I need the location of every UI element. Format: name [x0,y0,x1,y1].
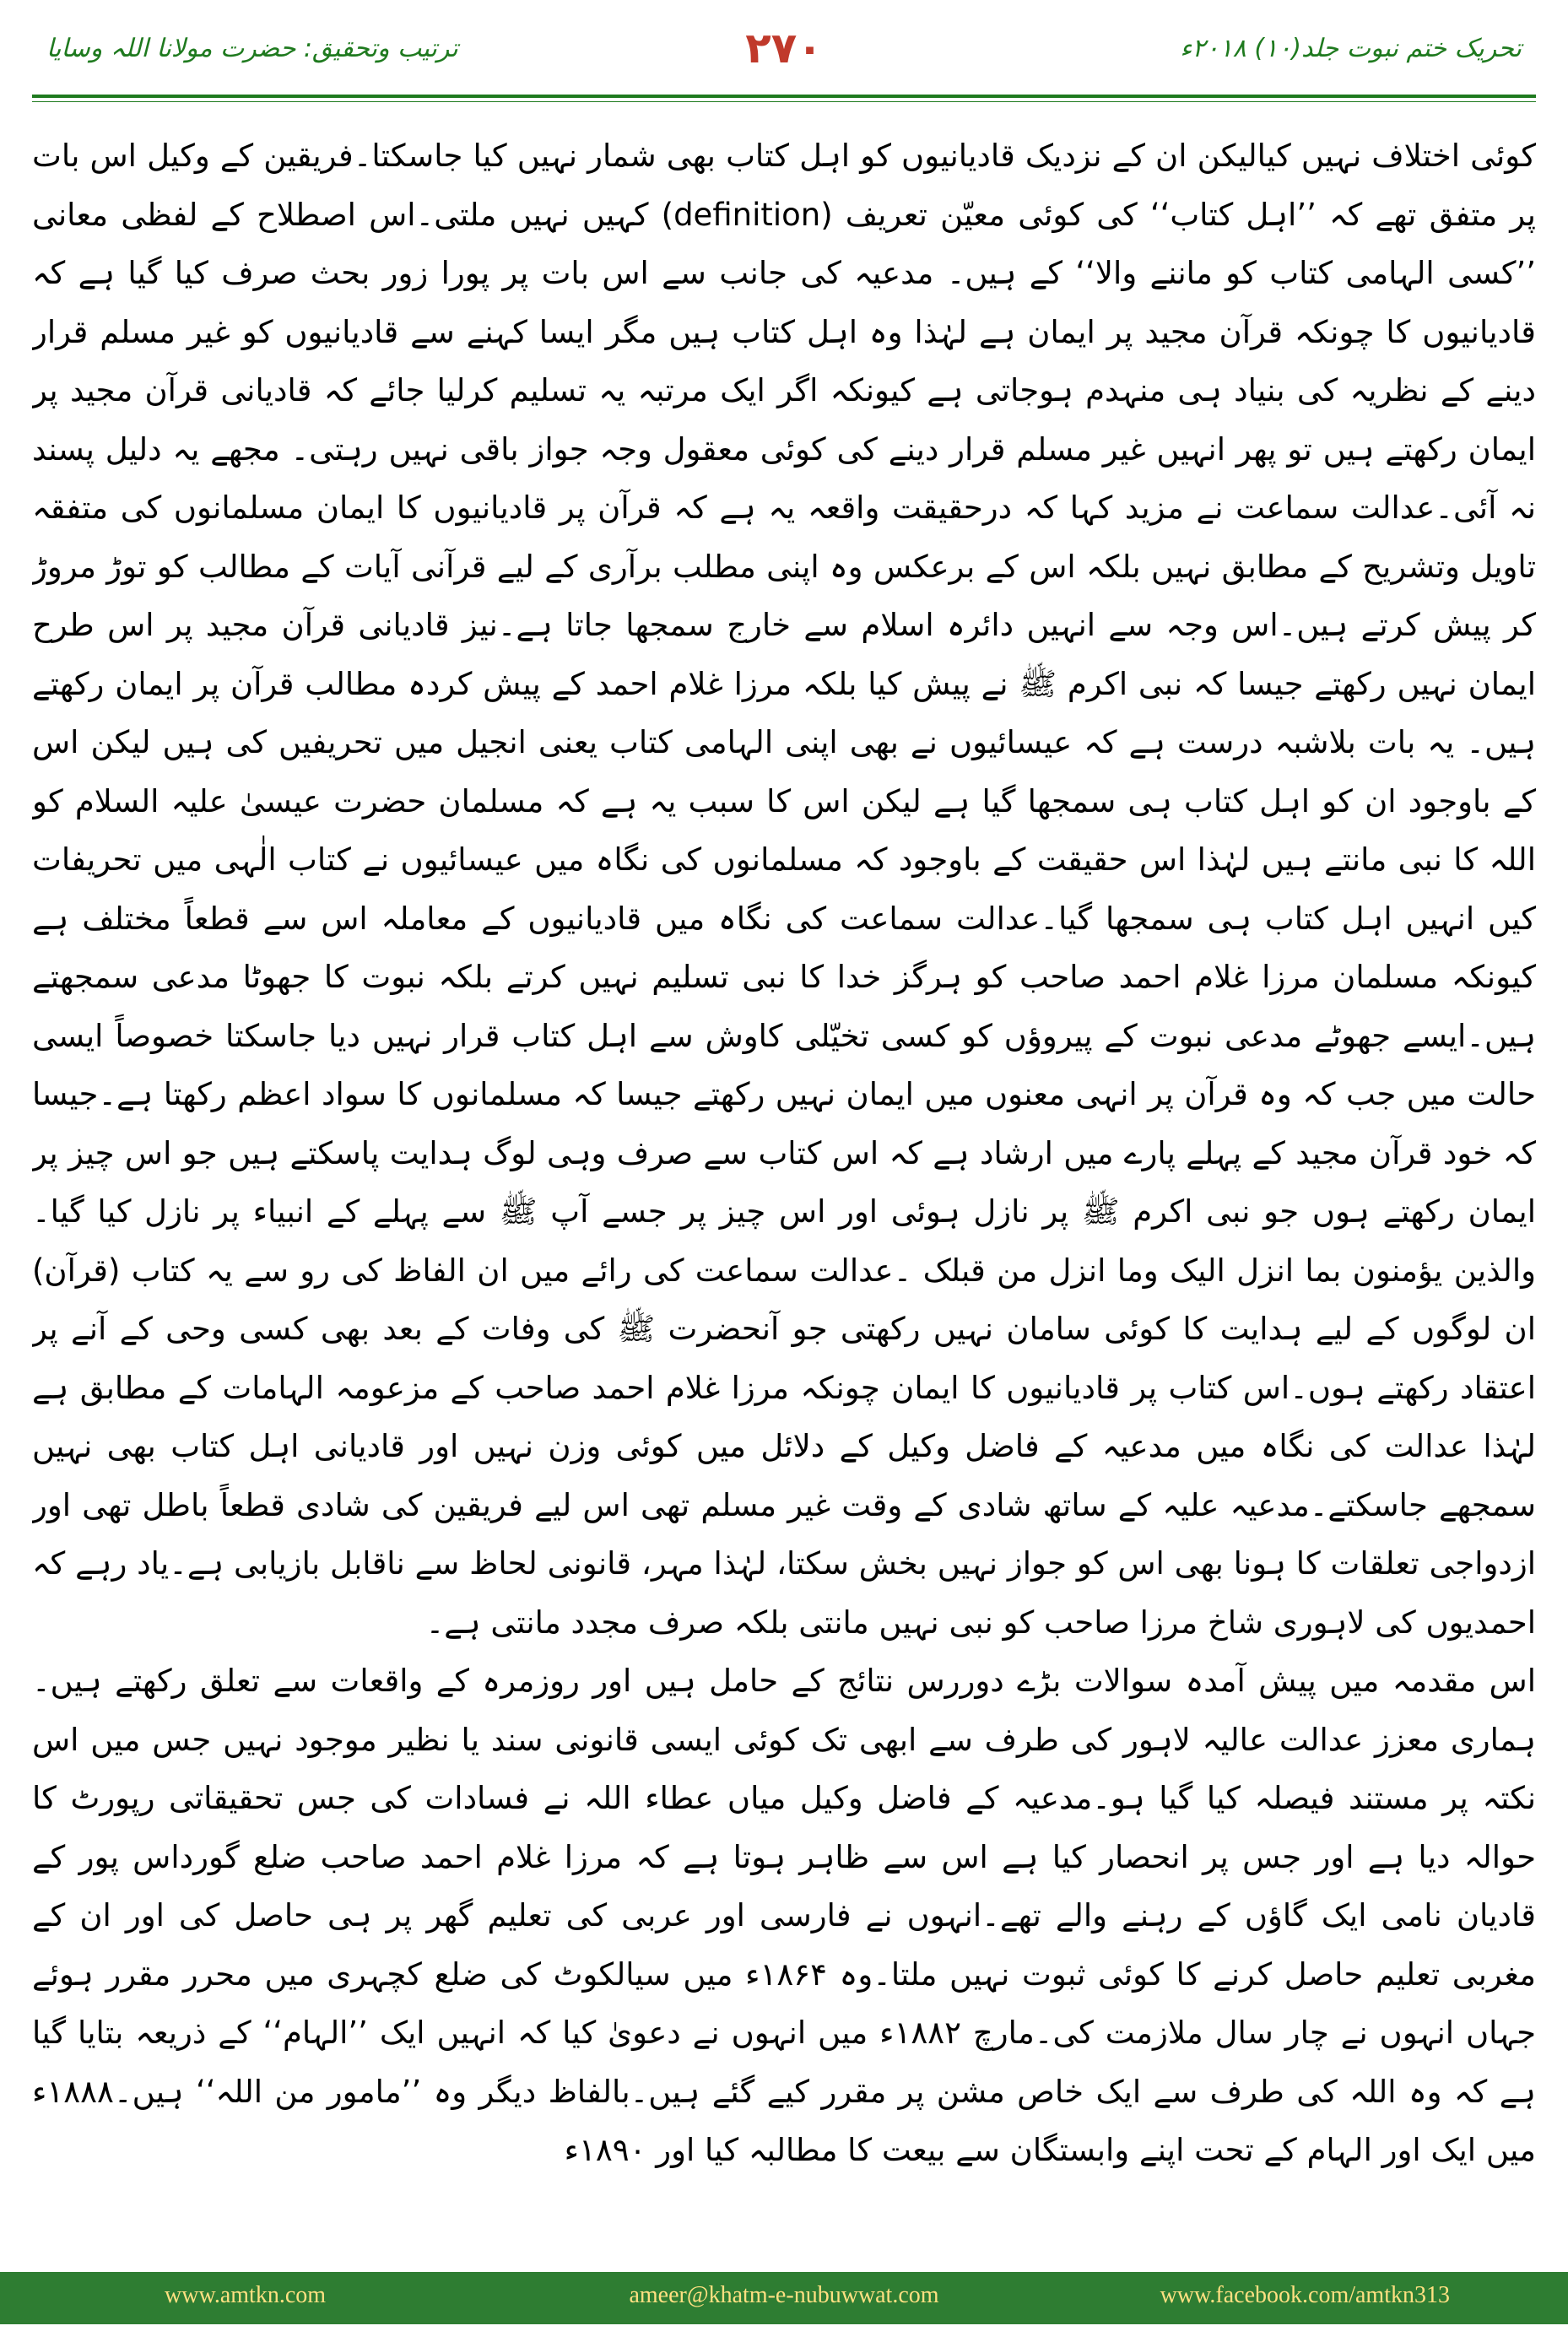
page-header [0,0,1568,101]
header-book-title: تحریک ختم نبوت جلد(۱۰) ۲۰۱۸ء [1180,34,1522,63]
footer-email-link[interactable]: ameer@khatm-e-nubuwwat.com [629,2282,939,2308]
header-compiler: ترتیب وتحقیق: حضرت مولانا اللہ وسایا [46,34,458,63]
header-divider-thin [32,101,1536,102]
footer-facebook-link[interactable]: www.facebook.com/amtkn313 [1160,2282,1450,2308]
page-body [32,127,1536,2199]
page-footer [0,2272,1568,2324]
header-divider [32,95,1536,98]
paragraph-2: اس مقدمہ میں پیش آمدہ سوالات بڑے دوررس نتائج کے حامل ہیں اور روزمرہ کے واقعات سے تعلق رکھتے ہیں۔ہماری معزز عدالت عالیہ لاہور کی طرف سے ابھی تک کوئی ایسی قانونی سند یا نظیر موجود نہیں جس میں اس نکتہ پر مستند فیصلہ کیا گیا ہو۔مدعیہ کے فاضل وکیل میاں عطاء اللہ نے فسادات کی جس تحقیقاتی رپورٹ کا حوالہ دیا ہے اور جس پر انحصار کیا ہے اس سے ظاہر ہوتا ہے کہ مرزا غلام احمد صاحب ضلع گورداس پور کے قادیان نامی ایک گاؤں کے رہنے والے تھے۔انہوں نے فارسی اور عربی کی تعلیم گھر پر ہی حاصل کی اور ان کے مغربی تعلیم حاصل کرنے کا کوئی ثبوت نہیں ملتا۔وہ ۱۸۶۴ء میں سیالکوٹ کی ضلع کچہری میں محرر مقرر ہوئے جہاں انہوں نے چار سال ملازمت کی۔مارچ ۱۸۸۲ء میں انہوں نے دعویٰ کیا کہ انہیں ایک ’’الہام‘‘ کے ذریعہ بتایا گیا ہے کہ وہ اللہ کی طرف سے ایک خاص مشن پر مقرر کیے گئے ہیں۔بالفاظ دیگر وہ ’’مامور من اللہ‘‘ ہیں۔۱۸۸۸ء میں ایک اور الہام کے تحت اپنے وابستگان سے بیعت کا مطالبہ کیا اور ۱۸۹۰ء [32,1663,1536,2168]
footer-website-link[interactable]: www.amtkn.com [165,2282,327,2308]
page-number: ۲۷۰ [745,24,823,73]
paragraph-1: کوئی اختلاف نہیں کیالیکن ان کے نزدیک قادیانیوں کو اہل کتاب بھی شمار نہیں کیا جاسکتا۔فریقین کے وکیل اس بات پر متفق تھے کہ ’’اہل کتاب‘‘ کی کوئی معیّن تعریف (definition) کہیں نہیں ملتی۔اس اصطلاح کے لفظی معانی ’’کسی الہامی کتاب کو ماننے والا‘‘ کے ہیں۔ مدعیہ کی جانب سے اس بات پر پورا زور بحث صرف کیا گیا ہے کہ قادیانیوں کا چونکہ قرآن مجید پر ایمان ہے لہٰذا وہ اہل کتاب ہیں مگر ایسا کہنے سے قادیانیوں کو غیر مسلم قرار دینے کے نظریہ کی بنیاد ہی منہدم ہوجاتی ہے کیونکہ اگر ایک مرتبہ یہ تسلیم کرلیا جائے کہ قادیانی قرآن مجید پر ایمان رکھتے ہیں تو پھر انہیں غیر مسلم قرار دینے کی کوئی معقول وجہ جواز باقی نہیں رہتی۔ مجھے یہ دلیل پسند نہ آئی۔عدالت سماعت نے مزید کہا کہ درحقیقت واقعہ یہ ہے کہ قرآن پر قادیانیوں کا ایمان مسلمانوں کی متفقہ تاویل وتشریح کے مطابق نہیں بلکہ اس کے برعکس وہ اپنی مطلب برآری کے لیے قرآنی آیات کے مطالب کو توڑ مروڑ کر پیش کرتے ہیں۔اس وجہ سے انہیں دائرہ اسلام سے خارج سمجھا جاتا ہے۔نیز قادیانی قرآن مجید پر اس طرح ایمان نہیں رکھتے جیسا کہ نبی اکرم ﷺ نے پیش کیا بلکہ مرزا غلام احمد کے پیش کردہ مطالب قرآن پر ایمان رکھتے ہیں۔ یہ بات بلاشبہ درست ہے کہ عیسائیوں نے بھی اپنی الہامی کتاب یعنی انجیل میں تحریفیں کی ہیں لیکن اس کے باوجود ان کو اہل کتاب ہی سمجھا گیا ہے لیکن اس کا سبب یہ ہے کہ مسلمان حضرت عیسیٰ علیہ السلام کو اللہ کا نبی مانتے ہیں لہٰذا اس حقیقت کے باوجود کہ مسلمانوں کی نگاہ میں عیسائیوں نے کتاب الٰہی میں تحریفات کیں انہیں اہل کتاب ہی سمجھا گیا۔عدالت سماعت کی نگاہ میں قادیانیوں کے معاملہ اس سے قطعاً مختلف ہے کیونکہ مسلمان مرزا غلام احمد صاحب کو ہرگز خدا کا نبی تسلیم نہیں کرتے بلکہ نبوت کا جھوٹا مدعی سمجھتے ہیں۔ایسے جھوٹے مدعی نبوت کے پیروؤں کو کسی تخیّلی کاوش سے اہل کتاب قرار نہیں دیا جاسکتا خصوصاً ایسی حالت میں جب کہ وہ قرآن پر انہی معنوں میں ایمان نہیں رکھتے جیسا کہ مسلمانوں کا سواد اعظم رکھتا ہے۔جیسا کہ خود قرآن مجید کے پہلے پارے میں ارشاد ہے کہ اس کتاب سے صرف وہی لوگ ہدایت پاسکتے ہیں جو اس چیز پر ایمان رکھتے ہوں جو نبی اکرم ﷺ پر نازل ہوئی اور اس چیز پر جسے آپ ﷺ سے پہلے کے انبیاء پر نازل کیا گیا۔ والذین یؤمنون بما انزل الیک وما انزل من قبلک ۔عدالت سماعت کی رائے میں ان الفاظ کی رو سے یہ کتاب (قرآن) ان لوگوں کے لیے ہدایت کا کوئی سامان نہیں رکھتی جو آنحضرت ﷺ کی وفات کے بعد بھی کسی وحی کے آنے پر اعتقاد رکھتے ہوں۔اس کتاب پر قادیانیوں کا ایمان چونکہ مرزا غلام احمد صاحب کے مزعومہ الہامات کے مطابق ہے لہٰذا عدالت کی نگاہ میں مدعیہ کے فاضل وکیل کے دلائل میں کوئی وزن نہیں اور قادیانی اہل کتاب بھی نہیں سمجھے جاسکتے۔مدعیہ علیہ کے ساتھ شادی کے وقت غیر مسلم تھی اس لیے فریقین کی شادی قطعاً باطل تھی اور ازدواجی تعلقات کا ہونا بھی اس کو جواز نہیں بخش سکتا، لہٰذا مہر، قانونی لحاظ سے ناقابل بازیابی ہے۔یاد رہے کہ احمدیوں کی لاہوری شاخ مرزا صاحب کو نبی نہیں مانتی بلکہ صرف مجدد مانتی ہے۔ [32,138,1536,1641]
